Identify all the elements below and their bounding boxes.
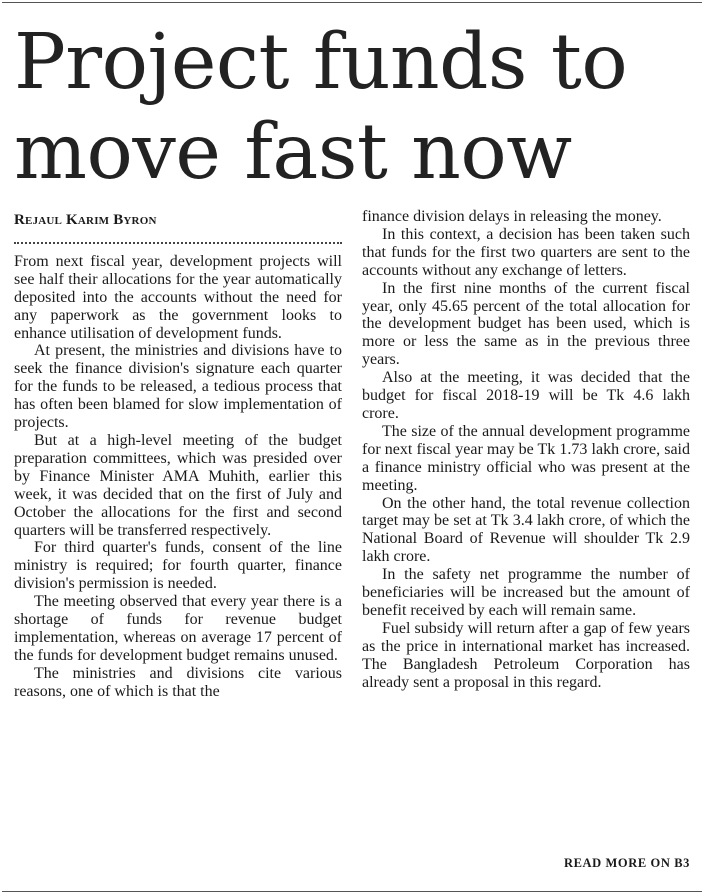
paragraph: The ministries and divisions cite various reasons, one of which is that the xyxy=(14,664,342,700)
paragraph: For third quarter's funds, consent of the line ministry is required; for fourth quarter, finance division's permission is needed. xyxy=(14,539,342,593)
byline-name: Rejaul Karim Byron xyxy=(14,212,157,228)
byline-divider xyxy=(14,236,342,244)
byline xyxy=(14,212,342,230)
paragraph: In the first nine months of the current fiscal year, only 45.65 percent of the total allocation for the development budget has been used, which is more or less the same as in the previous three years. xyxy=(362,279,690,369)
paragraph: finance division delays in releasing the money. xyxy=(362,208,662,225)
read-more-link[interactable]: READ MORE ON B3 xyxy=(563,856,690,870)
paragraph: At present, the ministries and divisions have to seek the finance division's signature each quarter for the funds to be released, a tedious process that has often been blamed for slow implementation of projects. xyxy=(14,342,342,432)
paragraph: In the safety net programme the number of beneficiaries will be increased but the amount of benefit received by each will remain same. xyxy=(362,566,690,619)
paragraph: But at a high-level meeting of the budget preparation committees, which was presided over by Finance Minister AMA Muhith, earlier this week, it was decided that on the first of July and October the allocations for the first and second quarters will be transferred respectively. xyxy=(14,431,342,539)
paragraph: Also at the meeting, it was decided that the budget for fiscal 2018-19 will be Tk 4.6 lakh crore. xyxy=(362,369,690,422)
paragraph: The meeting observed that every year there is a shortage of funds for revenue budget implementation, whereas on average 17 percent of the funds for development budget remains unused. xyxy=(14,593,342,664)
headline: Project funds to move fast now xyxy=(14,18,628,197)
paragraph: On the other hand, the total revenue collection target may be set at Tk 3.4 lakh crore, of which the National Board of Revenue will shoulder Tk 2.9 lakh crore. xyxy=(362,494,690,566)
paragraph: The size of the annual development programme for next fiscal year may be Tk 1.73 lakh crore, said a finance ministry official who was present at the meeting. xyxy=(362,422,690,494)
paragraph: From next fiscal year, development projects will see half their allocations for the year automatically deposited into the accounts without the need for any paperwork as the government looks to enhance utilisation of development funds. xyxy=(14,252,342,342)
column-left xyxy=(14,208,342,701)
paragraph: In this context, a decision has been taken such that funds for the first two quarters are sent to the accounts without any exchange of letters. xyxy=(362,225,690,279)
column-right xyxy=(362,208,690,691)
paragraph: Fuel subsidy will return after a gap of few years as the price in international market has increased. The Bangladesh Petroleum Corporation has already sent a proposal in this regard. xyxy=(362,619,690,691)
